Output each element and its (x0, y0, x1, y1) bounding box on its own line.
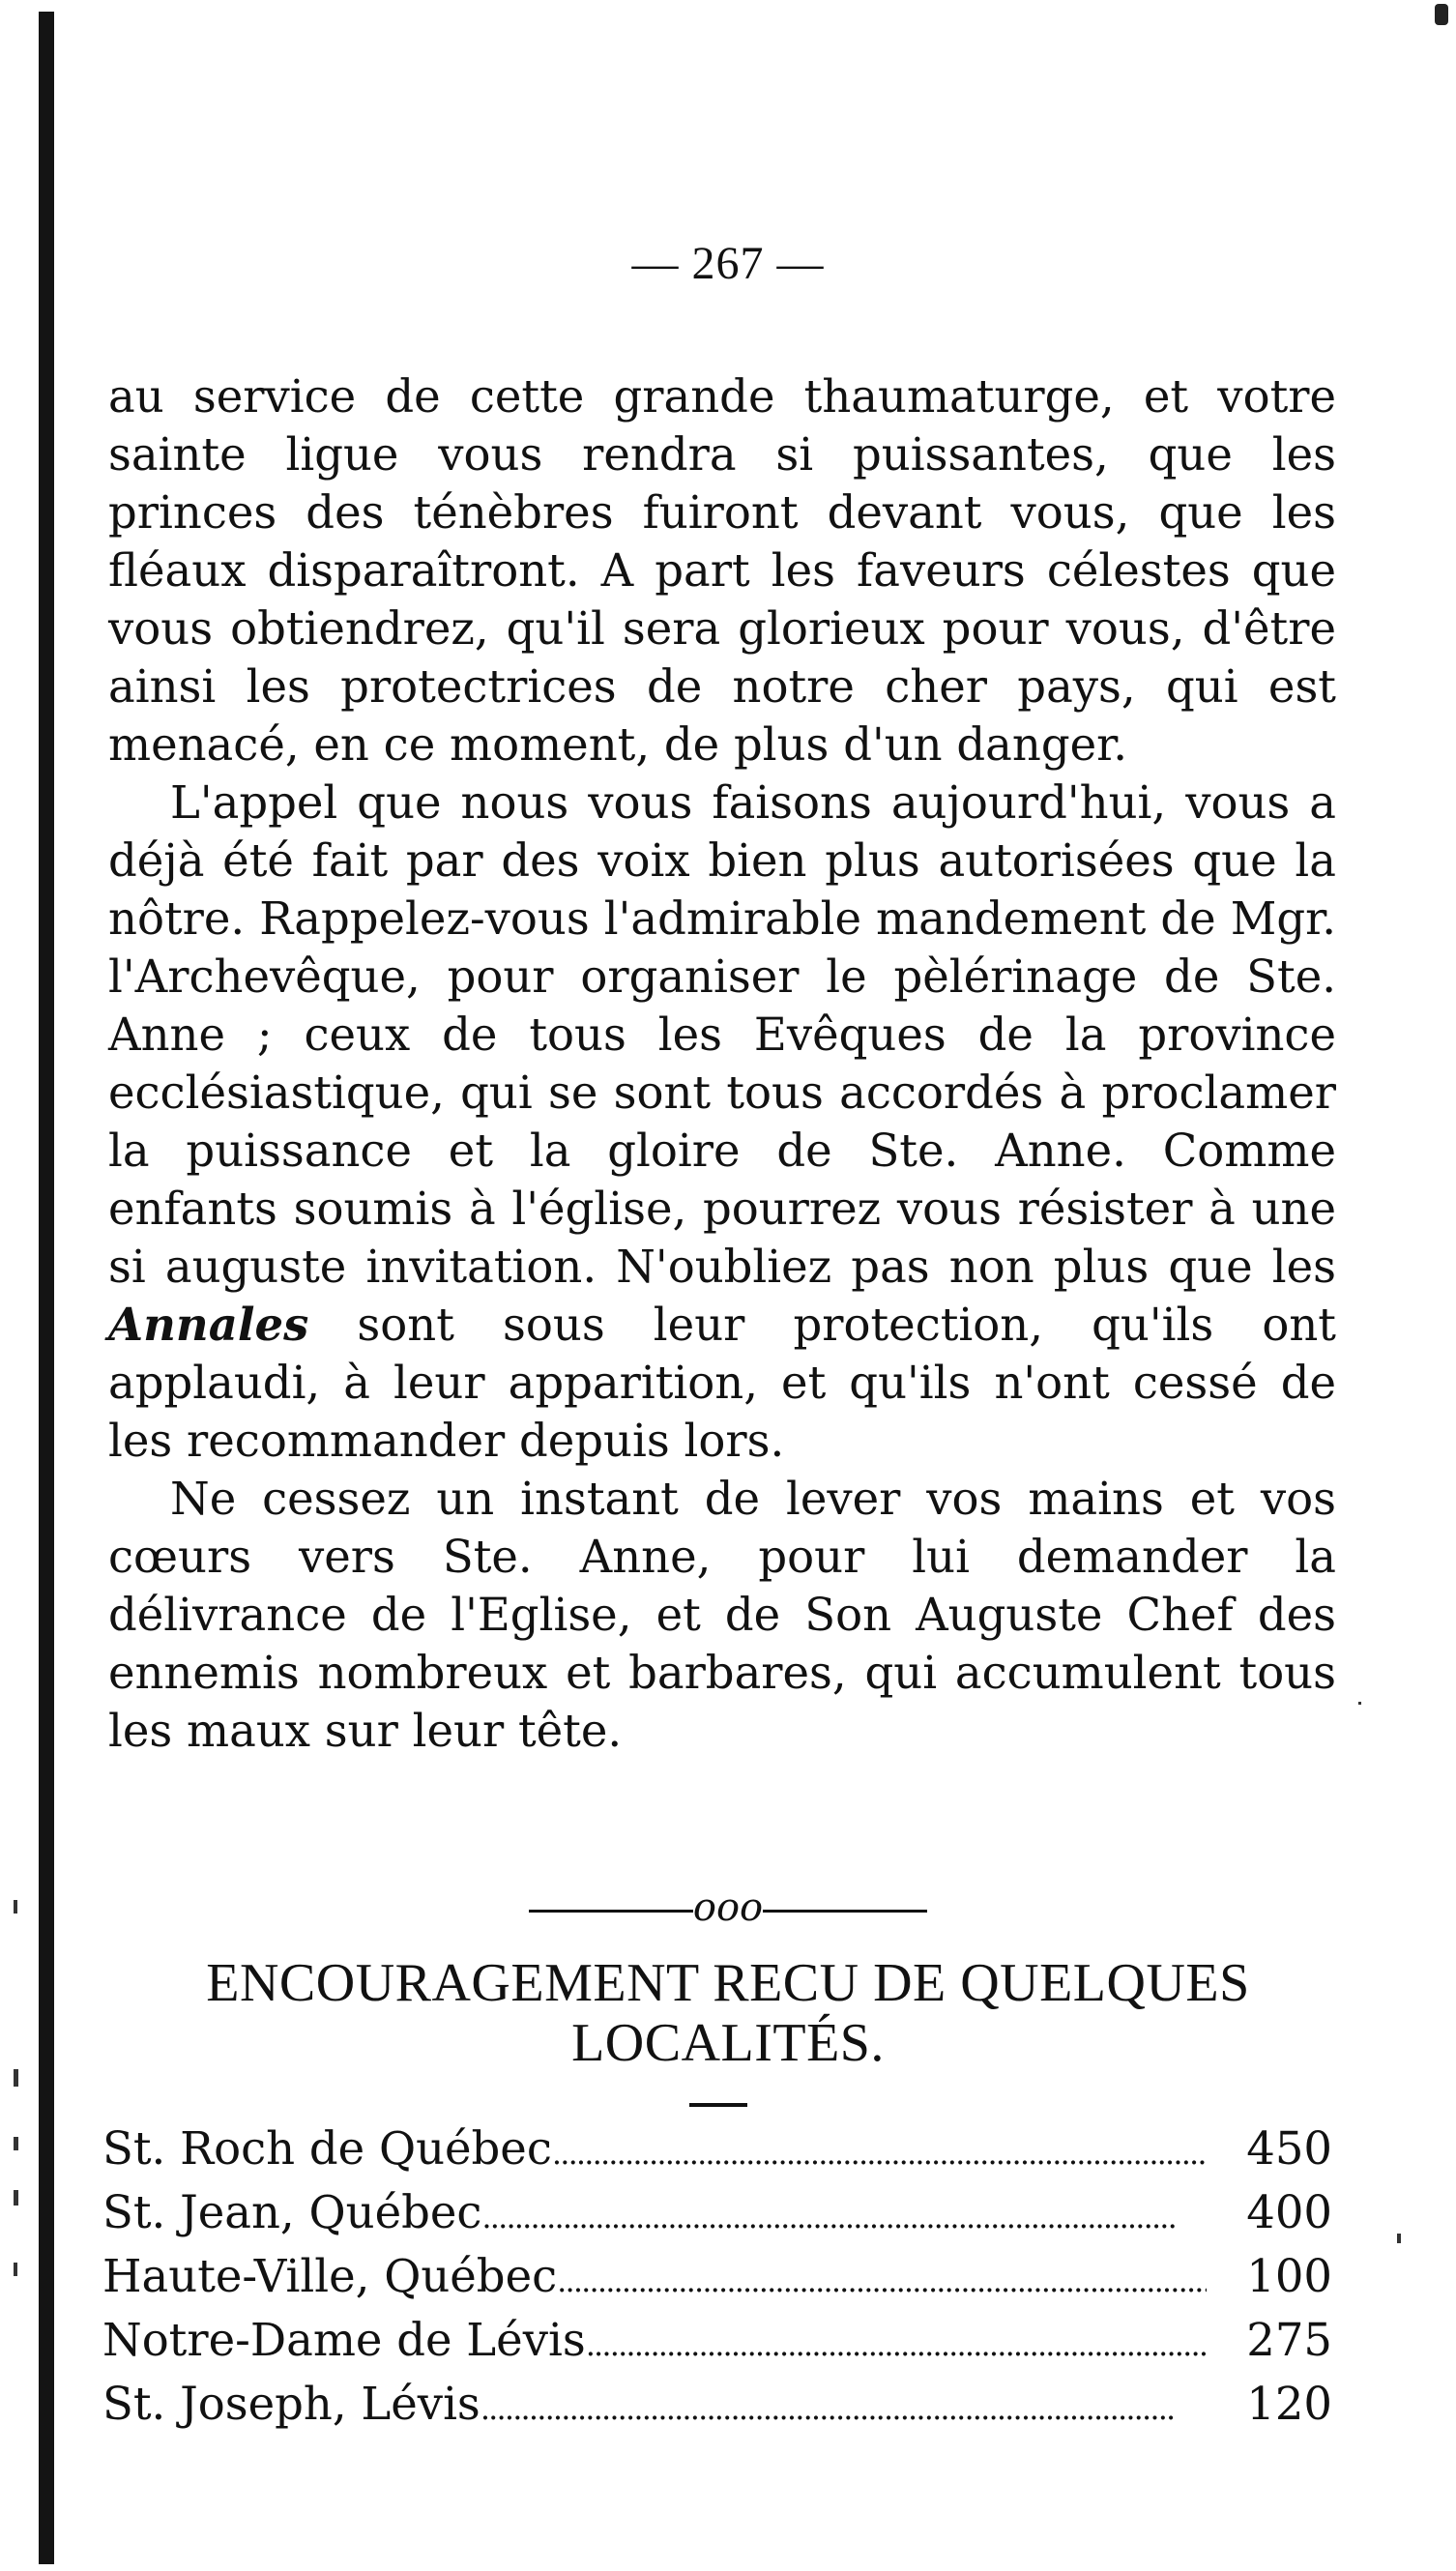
locality-row (102, 2375, 1332, 2439)
locality-row (102, 2247, 1332, 2311)
locality-name: St. Jean, Québec (102, 2186, 482, 2238)
dot-leader (586, 2311, 1207, 2375)
section-ornament (0, 1885, 1456, 1930)
ornament-text: ooo (692, 1885, 764, 1930)
page-number: — 267 — (631, 238, 825, 289)
locality-name: St. Joseph, Lévis (102, 2378, 480, 2430)
annales-title: Annales (108, 1298, 309, 1351)
locality-name: Haute-Ville, Québec (102, 2250, 558, 2302)
locality-count: 400 (1246, 2186, 1332, 2238)
paragraph-2-continuation: sont sous leur protection, qu'ils ont applaudi, à leur apparition, et qu'ils n'ont cessé de les recommander depuis lors. (108, 1299, 1336, 1467)
paragraph-1: au service de cette grande thaumaturge, et votre sainte ligue vous rendra si puissantes, que les princes des ténèbres fuiront devant vous, que les fléaux disparaîtront. A part les faveurs célestes que vous obtiendrez, qu'il sera glorieux pour vous, d'être ainsi les protectrices de notre cher pays, qui est menacé, en ce moment, de plus d'un danger. (108, 370, 1336, 771)
locality-row (102, 2183, 1332, 2247)
paragraph-2-text: L'appel que nous vous faisons aujourd'hui, vous a déjà été fait par des voix bien plus autorisées que la nôtre. Rappelez-vous l'admirable mandement de Mgr. l'Archevêque, pour organiser le pèlérinage de Ste. Anne ; ceux de tous les Evêques de la province ecclésiastique, qui se sont tous accordés à proclamer la puissance et la gloire de Ste. Anne. Comme enfants soumis à l'église, pourrez vous résister à une si auguste invitation. N'oubliez pas non plus que les (108, 776, 1336, 1293)
locality-count: 120 (1246, 2378, 1332, 2430)
paragraph-3: Ne cessez un instant de lever vos mains et vos cœurs vers Ste. Anne, pour lui demander la délivrance de l'Eglise, et de Son Auguste Chef des ennemis nombreux et barbares, qui accumulent tous les maux sur leur tête. (108, 1473, 1336, 1757)
locality-name: Notre-Dame de Lévis (102, 2314, 586, 2366)
scan-corner-mark (1435, 4, 1448, 25)
locality-name: St. Roch de Québec (102, 2122, 552, 2175)
locality-count: 275 (1246, 2314, 1332, 2366)
dot-leader (480, 2375, 1207, 2439)
heading-dash (689, 2103, 747, 2107)
dot-leader (557, 2247, 1207, 2311)
paragraph-2 (108, 774, 1336, 1470)
locality-count: 450 (1246, 2122, 1332, 2175)
dot-leader (552, 2119, 1207, 2183)
locality-list (102, 2119, 1332, 2439)
locality-row (102, 2119, 1332, 2183)
ornament-rule-left (529, 1910, 693, 1913)
page-binding-edge (39, 12, 54, 2564)
locality-count: 100 (1246, 2250, 1332, 2302)
dot-leader (481, 2183, 1207, 2247)
locality-row (102, 2311, 1332, 2375)
body-text (108, 367, 1336, 1760)
ornament-rule-right (763, 1910, 927, 1913)
heading-line-1: ENCOURAGEMENT RECU DE QUELQUES (206, 1953, 1250, 2013)
heading-line-2: LOCALITÉS. (571, 2013, 885, 2073)
section-heading (77, 1953, 1379, 2073)
